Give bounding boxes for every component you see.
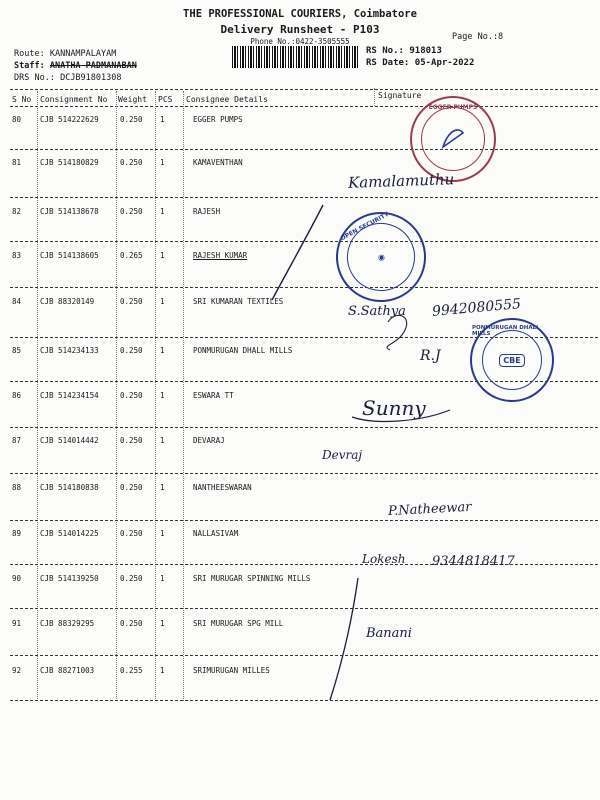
drs-field bbox=[14, 73, 122, 83]
row-weight: 0.255 bbox=[120, 666, 143, 675]
rs-date-value: 05-Apr-2022 bbox=[414, 58, 475, 68]
row-weight: 0.250 bbox=[120, 158, 143, 167]
row-pcs: 1 bbox=[160, 297, 165, 306]
row-pcs: 1 bbox=[160, 115, 165, 124]
drs-label: DRS No.: bbox=[14, 73, 55, 83]
row-rule bbox=[10, 608, 598, 609]
row-consignee: NALLASIVAM bbox=[193, 529, 239, 538]
row-pcs: 1 bbox=[160, 619, 165, 628]
row-rule bbox=[10, 149, 598, 150]
signature-row-85: R.J bbox=[420, 348, 441, 364]
row-consignee: DEVARAJ bbox=[193, 436, 225, 445]
col-signature: Signature bbox=[378, 91, 422, 100]
runsheet-title: Delivery Runsheet - P103 bbox=[220, 23, 380, 36]
row-pcs: 1 bbox=[160, 666, 165, 675]
row-consignee: PONMURUGAN DHALL MILLS bbox=[193, 346, 293, 355]
col-sno: S No bbox=[12, 95, 32, 104]
row-pcs: 1 bbox=[160, 346, 165, 355]
row-sno: 80 bbox=[12, 115, 22, 124]
row-weight: 0.250 bbox=[120, 207, 143, 216]
row-consignment: CJB 514180829 bbox=[40, 158, 99, 167]
row-consignment: CJB 514014225 bbox=[40, 529, 99, 538]
rs-date-field bbox=[366, 58, 474, 68]
row-weight: 0.250 bbox=[120, 619, 143, 628]
row-rule bbox=[10, 655, 598, 656]
table-row bbox=[10, 115, 598, 162]
row-pcs: 1 bbox=[160, 158, 165, 167]
col-consignment: Consignment No bbox=[40, 95, 108, 104]
page-number: Page No.:8 bbox=[452, 32, 504, 42]
row-sno: 89 bbox=[12, 529, 22, 538]
route-value: KANNAMPALAYAM bbox=[49, 49, 117, 59]
rs-number-label: RS No.: bbox=[366, 46, 404, 56]
row-pcs: 1 bbox=[160, 436, 165, 445]
rs-number-value: 918013 bbox=[409, 46, 442, 56]
row-sno: 84 bbox=[12, 297, 22, 306]
row-consignee: SRI MURUGAR SPG MILL bbox=[193, 619, 284, 628]
signature-row-81: Kamalamuthu bbox=[347, 170, 455, 192]
signature-row-88: P.Natheewar bbox=[387, 499, 472, 520]
row-rule bbox=[10, 197, 598, 198]
row-rule bbox=[10, 427, 598, 428]
table-row bbox=[10, 574, 598, 621]
row-pcs: 1 bbox=[160, 483, 165, 492]
row-weight: 0.250 bbox=[120, 529, 143, 538]
row-rule bbox=[10, 520, 598, 521]
row-consignee: NANTHEESWARAN bbox=[193, 483, 252, 492]
row-weight: 0.250 bbox=[120, 346, 143, 355]
signature-row-89: Lokesh bbox=[362, 552, 406, 566]
row-consignee: SRI KUMARAN TEXTILES bbox=[193, 297, 284, 306]
row-rule bbox=[10, 287, 598, 288]
rs-number-field bbox=[366, 46, 442, 56]
rs-date-label: RS Date: bbox=[366, 58, 410, 68]
table-row bbox=[10, 207, 598, 254]
column-divider bbox=[374, 88, 375, 106]
col-consignee: Consignee Details bbox=[186, 95, 268, 104]
table-row bbox=[10, 436, 598, 483]
row-sno: 87 bbox=[12, 436, 22, 445]
row-rule bbox=[10, 700, 598, 701]
row-rule bbox=[10, 241, 598, 242]
phone-row-84: 9942080555 bbox=[431, 296, 522, 320]
row-consignment: CJB 88320149 bbox=[40, 297, 95, 306]
row-consignee: EGGER PUMPS bbox=[193, 115, 243, 124]
open-security-seal: OPEN SECURITY ◉ bbox=[320, 196, 442, 318]
table-row bbox=[10, 666, 598, 713]
row-sno: 92 bbox=[12, 666, 22, 675]
header-bottom-rule bbox=[10, 106, 598, 107]
drs-value: DCJB91801308 bbox=[60, 73, 122, 83]
row-weight: 0.250 bbox=[120, 483, 143, 492]
row-consignee: RAJESH bbox=[193, 207, 221, 216]
row-consignment: CJB 514138605 bbox=[40, 251, 99, 260]
row-sno: 85 bbox=[12, 346, 22, 355]
row-consignee: ESWARA TT bbox=[193, 391, 234, 400]
row-consignee: SRIMURUGAN MILLES bbox=[193, 666, 270, 675]
col-pcs: PCS bbox=[158, 95, 173, 104]
row-weight: 0.250 bbox=[120, 574, 143, 583]
ponmurugan-seal: PONMURUGAN DHALL MILLS CBE bbox=[470, 318, 554, 402]
signature-row-91: Banani bbox=[366, 626, 412, 641]
row-sno: 81 bbox=[12, 158, 22, 167]
row-pcs: 1 bbox=[160, 391, 165, 400]
phone-number: Phone No.:0422-3505555 bbox=[250, 37, 350, 46]
row-consignment: CJB 514234133 bbox=[40, 346, 99, 355]
row-weight: 0.265 bbox=[120, 251, 143, 260]
row-consignment: CJB 88271003 bbox=[40, 666, 95, 675]
signature-row-87: Devraj bbox=[322, 448, 363, 462]
barcode bbox=[232, 46, 360, 68]
row-consignee: SRI MURUGAR SPINNING MILLS bbox=[193, 574, 311, 583]
row-sno: 82 bbox=[12, 207, 22, 216]
staff-field bbox=[14, 61, 137, 71]
signature-row-84: S.Sathya bbox=[348, 304, 406, 319]
phone-row-89: 9344818417 bbox=[432, 554, 515, 569]
row-weight: 0.250 bbox=[120, 391, 143, 400]
row-sno: 91 bbox=[12, 619, 22, 628]
table-row bbox=[10, 251, 598, 298]
row-consignment: CJB 514180838 bbox=[40, 483, 99, 492]
row-pcs: 1 bbox=[160, 251, 165, 260]
stamp-date-icon: ◉ bbox=[375, 251, 387, 263]
table-row bbox=[10, 619, 598, 666]
row-consignment: CJB 514222629 bbox=[40, 115, 99, 124]
company-title: THE PROFESSIONAL COURIERS, Coimbatore bbox=[183, 8, 417, 20]
row-consignment: CJB 514014442 bbox=[40, 436, 99, 445]
header-top-rule bbox=[10, 89, 598, 90]
route-field bbox=[14, 49, 116, 59]
row-pcs: 1 bbox=[160, 574, 165, 583]
row-rule bbox=[10, 473, 598, 474]
row-weight: 0.250 bbox=[120, 297, 143, 306]
row-weight: 0.250 bbox=[120, 436, 143, 445]
staff-value: ANATHA PADMANABAN bbox=[49, 61, 137, 71]
row-consignment: CJB 514138678 bbox=[40, 207, 99, 216]
row-consignment: CJB 88329295 bbox=[40, 619, 95, 628]
row-consignment: CJB 514139250 bbox=[40, 574, 99, 583]
col-weight: Weight bbox=[118, 95, 147, 104]
row-weight: 0.250 bbox=[120, 115, 143, 124]
row-pcs: 1 bbox=[160, 529, 165, 538]
row-consignee: KAMAVENTHAN bbox=[193, 158, 243, 167]
row-sno: 90 bbox=[12, 574, 22, 583]
egger-pumps-seal: EGGER PUMPS bbox=[410, 96, 496, 182]
staff-label: Staff: bbox=[14, 61, 45, 71]
row-pcs: 1 bbox=[160, 207, 165, 216]
row-consignment: CJB 514234154 bbox=[40, 391, 99, 400]
row-sno: 88 bbox=[12, 483, 22, 492]
table-row bbox=[10, 483, 598, 530]
signature-row-86: Sunny bbox=[362, 396, 426, 420]
row-sno: 86 bbox=[12, 391, 22, 400]
route-label: Route: bbox=[14, 49, 45, 59]
row-consignee: RAJESH KUMAR bbox=[193, 251, 248, 260]
row-sno: 83 bbox=[12, 251, 22, 260]
